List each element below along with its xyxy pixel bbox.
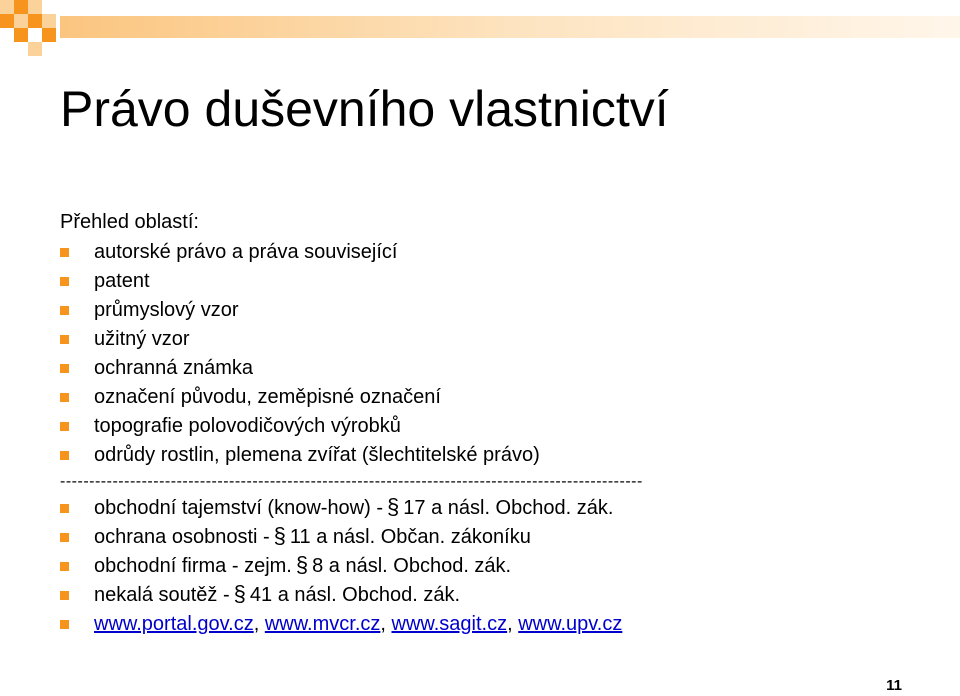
list-item: odrůdy rostlin, plemena zvířat (šlechtitelské právo) (60, 441, 940, 470)
bullet-square-icon (60, 533, 69, 542)
bullet-square-icon (60, 562, 69, 571)
bullet-square-icon (60, 451, 69, 460)
link-sagit[interactable]: www.sagit.cz (391, 613, 508, 635)
decor-square (28, 14, 42, 28)
section-sign: § (233, 581, 246, 606)
header-band (60, 16, 960, 38)
section-sign: § (387, 494, 400, 519)
bullet-square-icon (60, 591, 69, 600)
bullet-square-icon (60, 620, 69, 629)
header-decoration (0, 0, 960, 60)
list-item: průmyslový vzor (60, 296, 940, 325)
link-upv[interactable]: www.upv.cz (518, 613, 623, 635)
list-item: patent (60, 267, 940, 296)
bullet-square-icon (60, 364, 69, 373)
list-item: ochranná známka (60, 354, 940, 383)
section-sign: § (273, 523, 286, 548)
decor-square (42, 28, 56, 42)
bullet-square-icon (60, 393, 69, 402)
intro-text: Přehled oblastí: (60, 211, 199, 233)
section-sign: § (295, 552, 309, 577)
bullet-square-icon (60, 248, 69, 257)
slide-title: Právo duševního vlastnictví (60, 81, 669, 137)
bullet-square-icon (60, 335, 69, 344)
list-item: autorské právo a práva související (60, 238, 940, 267)
decor-square (42, 14, 56, 28)
link-portal-gov[interactable]: www.portal.gov.cz (94, 613, 254, 635)
list-item: obchodní tajemství (know-how) - § 17 a násl. Obchod. zák. (60, 494, 940, 523)
page-number: 11 (886, 677, 902, 694)
decor-square (14, 28, 28, 42)
list-item: užitný vzor (60, 325, 940, 354)
decor-square (0, 14, 14, 28)
decor-square (14, 0, 28, 14)
bullet-square-icon (60, 306, 69, 315)
list-item: topografie polovodičových výrobků (60, 412, 940, 441)
dashed-separator: ---------------------------------------------------------------------------------------------------- (60, 473, 643, 490)
link-mvcr[interactable]: www.mvcr.cz (264, 613, 381, 635)
bullet-square-icon (60, 504, 69, 513)
list-item: označení původu, zeměpisné označení (60, 383, 940, 412)
list-item: obchodní firma - zejm. § 8 a násl. Obchod. zák. (60, 552, 940, 581)
related-list (60, 494, 940, 639)
bullet-square-icon (60, 422, 69, 431)
decor-square (28, 42, 42, 56)
decor-square (0, 0, 14, 14)
links-item: www.portal.gov.cz, www.mvcr.cz, www.sagit.cz, www.upv.cz (60, 610, 940, 639)
list-item: ochrana osobnosti - § 11 a násl. Občan. zákoníku (60, 523, 940, 552)
decor-square (14, 14, 28, 28)
bullet-square-icon (60, 277, 69, 286)
list-item: nekalá soutěž - § 41 a násl. Obchod. zák. (60, 581, 940, 610)
slide-body (60, 210, 940, 639)
decor-square (28, 0, 42, 14)
areas-list (60, 238, 940, 470)
